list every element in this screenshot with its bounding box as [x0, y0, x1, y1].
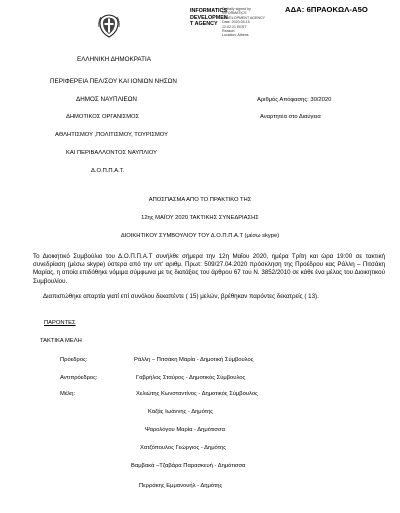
- excerpt-title: ΑΠΟΣΠΑΣΜΑ ΑΠΟ ΤΟ ΠΡΑΚΤΙΚΟ ΤΗΣ: [148, 197, 252, 203]
- member-item: Περράκης Εμμανουήλ - Δημότης: [139, 483, 223, 489]
- header-org-environment: ΚΑΙ ΠΕΡΙΒΑΛΛΟΝΤΟΣ ΝΑΥΠΛΙΟΥ: [66, 150, 158, 156]
- header-org-areas: ΑΘΛΗΤΙΣΜΟΥ ,ΠΟΛΙΤΙΣΜΟΥ, ΤΟΥΡΙΣΜΟΥ: [55, 132, 168, 138]
- decision-number: Αριθμός Απόφασης: 30/2020: [257, 97, 332, 103]
- board-title: ΔΙΟΙΚΗΤΙΚΟΥ ΣΥΜΒΟΥΛΙΟΥ ΤΟΥ Δ.Ο.Π.Π.Α.Τ (μέσω skype): [120, 233, 280, 239]
- vice-president-name: Γαβρήλος Σταύρος - Δημοτικός Σύμβουλος: [136, 375, 246, 381]
- header-org: ΔΗΜΟΤΙΚΟΣ ΟΡΓΑΝΙΣΜΟΣ: [66, 114, 140, 120]
- president-name: Ράλλη – Πιτσάκη Μαρία - Δημοτική Σύμβουλος: [134, 357, 254, 363]
- ada-code: ΑΔΑ: 6ΠΡΑΟΚΩΛ-Α5Ο: [285, 5, 368, 14]
- member-item: Βαμβακά –Τζαβάρα Παρασκευή - Δημότισσα: [131, 463, 246, 469]
- president-label: Πρόεδρος:: [60, 357, 88, 363]
- member-item: Χατζόπουλος Γεώργιος - Δημότης: [140, 445, 227, 451]
- member-item: Χελιώτης Κωνσταντίνος - Δημοτικός Σύμβουλος: [136, 391, 258, 397]
- member-item: Καζάς Ιωάννης - Δημότης: [148, 409, 214, 415]
- regular-members-heading: ΤΑΚΤΙΚΑ ΜΕΛΗ: [40, 338, 82, 344]
- posting-note: Αναρτητέα στο Διαύγεια: [260, 114, 321, 120]
- minutes-paragraph: Το Διοικητικό Συμβούλιο του Δ.Ο.Π.Π.Α.Τ συνήλθε σήμερα την 12η Μαΐου 2020, ημέρα Τρίτη και ώρα 19:00 σε τακτική συνεδρίαση (μέσω skype) ύστερα από την υπ' αριθμ. Πρωτ: 509/27.04.2020 πρόσκληση της Προέδρου κας Ράλλη – Πιτσάκη Μαρίας, η οποία επιδόθηκε νόμιμα σύμφωνα με τις διατάξεις του άρθρου 67 του Ν. 3852/2010 σε κάθε ένα μέλος του Διοικητικού Συμβουλίου.: [33, 253, 385, 285]
- session-title: 12ης ΜΑΪΟΥ 2020 ΤΑΚΤΙΚΗΣ ΣΥΝΕΔΡΙΑΣΗΣ: [141, 215, 259, 221]
- quorum-paragraph: Διαπιστώθηκε απαρτία γιατί επί συνόλου δεκαπέντε ( 15) μελών, βρέθηκαν παρόντες δεκατρείς ( 13).: [43, 293, 319, 300]
- header-republic: ΕΛΛΗΝΙΚΗ ΔΗΜΟΚΡΑΤΙΑ: [77, 56, 151, 63]
- header-org-abbrev: Δ.Ο.Π.Π.Α.Τ.: [91, 168, 125, 174]
- header-region: ΠΕΡΙΦΕΡΕΙΑ ΠΕΛ/ΣΟΥ ΚΑΙ ΙΟΝΙΩΝ ΝΗΣΩΝ: [50, 78, 177, 85]
- members-label: Μέλη:: [60, 391, 76, 397]
- stamp-org: INFORMATICS DEVELOPMEN T AGENCY: [190, 8, 228, 28]
- header-municipality: ΔΗΜΟΣ ΝΑΥΠΛΙΕΩΝ: [76, 96, 137, 103]
- greek-emblem-icon: [97, 14, 121, 38]
- member-item: Ψαρολόγου Μαρία - Δημότισσα: [145, 427, 225, 433]
- present-heading: ΠΑΡΟΝΤΕΣ: [44, 320, 76, 326]
- stamp-details: Digitally signed by INFORMATICS DEVELOPMENT AGENCY Date: 2020.05.15 12:02:21 EEST Reason: Location: Athens: [222, 7, 266, 38]
- vice-president-label: Αντιπρόεδρος:: [60, 375, 98, 381]
